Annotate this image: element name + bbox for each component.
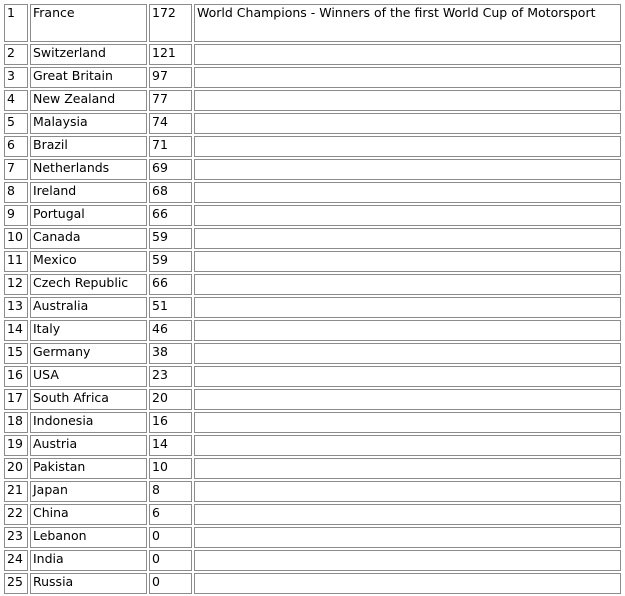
points-cell: 6 [149, 504, 192, 525]
position-cell: 10 [4, 228, 28, 249]
table-row [4, 136, 621, 157]
note-cell [194, 205, 621, 226]
country-cell: Austria [30, 435, 147, 456]
country-cell: Germany [30, 343, 147, 364]
position-cell: 16 [4, 366, 28, 387]
country-cell: Lebanon [30, 527, 147, 548]
country-cell: China [30, 504, 147, 525]
table-row [4, 412, 621, 433]
country-cell: Australia [30, 297, 147, 318]
country-cell: Portugal [30, 205, 147, 226]
table-row [4, 251, 621, 272]
table-row [4, 435, 621, 456]
points-cell: 71 [149, 136, 192, 157]
points-cell: 23 [149, 366, 192, 387]
country-cell: Netherlands [30, 159, 147, 180]
note-cell [194, 412, 621, 433]
position-cell: 4 [4, 90, 28, 111]
note-cell [194, 527, 621, 548]
note-cell [194, 458, 621, 479]
note-cell [194, 435, 621, 456]
country-cell: Malaysia [30, 113, 147, 134]
country-cell: South Africa [30, 389, 147, 410]
table-row [4, 182, 621, 203]
country-cell: Great Britain [30, 67, 147, 88]
position-cell: 12 [4, 274, 28, 295]
table-row [4, 366, 621, 387]
position-cell: 14 [4, 320, 28, 341]
points-cell: 66 [149, 274, 192, 295]
points-cell: 77 [149, 90, 192, 111]
points-cell: 0 [149, 527, 192, 548]
position-cell: 1 [4, 4, 28, 42]
table-row [4, 274, 621, 295]
note-cell [194, 389, 621, 410]
results-table-body [4, 4, 621, 594]
note-cell [194, 504, 621, 525]
position-cell: 13 [4, 297, 28, 318]
country-cell: Italy [30, 320, 147, 341]
points-cell: 8 [149, 481, 192, 502]
position-cell: 23 [4, 527, 28, 548]
points-cell: 59 [149, 228, 192, 249]
points-cell: 59 [149, 251, 192, 272]
points-cell: 46 [149, 320, 192, 341]
table-row [4, 573, 621, 594]
table-row [4, 504, 621, 525]
position-cell: 8 [4, 182, 28, 203]
table-row [4, 527, 621, 548]
points-cell: 121 [149, 44, 192, 65]
points-cell: 97 [149, 67, 192, 88]
note-cell [194, 67, 621, 88]
note-cell [194, 90, 621, 111]
country-cell: Japan [30, 481, 147, 502]
note-cell [194, 251, 621, 272]
table-row [4, 4, 621, 42]
points-cell: 0 [149, 573, 192, 594]
note-cell [194, 481, 621, 502]
note-cell [194, 274, 621, 295]
points-cell: 38 [149, 343, 192, 364]
note-cell [194, 113, 621, 134]
country-cell: India [30, 550, 147, 571]
table-row [4, 67, 621, 88]
table-row [4, 113, 621, 134]
country-cell: Czech Republic [30, 274, 147, 295]
country-cell: Canada [30, 228, 147, 249]
country-cell: Mexico [30, 251, 147, 272]
table-row [4, 44, 621, 65]
points-cell: 10 [149, 458, 192, 479]
note-cell [194, 320, 621, 341]
note-cell [194, 159, 621, 180]
points-cell: 74 [149, 113, 192, 134]
table-row [4, 205, 621, 226]
country-cell: Switzerland [30, 44, 147, 65]
table-row [4, 297, 621, 318]
position-cell: 22 [4, 504, 28, 525]
note-cell [194, 550, 621, 571]
note-cell [194, 297, 621, 318]
position-cell: 25 [4, 573, 28, 594]
points-cell: 66 [149, 205, 192, 226]
position-cell: 6 [4, 136, 28, 157]
position-cell: 24 [4, 550, 28, 571]
position-cell: 5 [4, 113, 28, 134]
points-cell: 20 [149, 389, 192, 410]
points-cell: 14 [149, 435, 192, 456]
points-cell: 16 [149, 412, 192, 433]
country-cell: France [30, 4, 147, 42]
table-row [4, 389, 621, 410]
note-cell [194, 44, 621, 65]
note-cell [194, 343, 621, 364]
position-cell: 2 [4, 44, 28, 65]
country-cell: New Zealand [30, 90, 147, 111]
note-cell [194, 182, 621, 203]
table-row [4, 550, 621, 571]
points-cell: 172 [149, 4, 192, 42]
table-row [4, 481, 621, 502]
position-cell: 7 [4, 159, 28, 180]
position-cell: 20 [4, 458, 28, 479]
points-cell: 69 [149, 159, 192, 180]
results-table [2, 2, 623, 596]
position-cell: 3 [4, 67, 28, 88]
position-cell: 15 [4, 343, 28, 364]
country-cell: Ireland [30, 182, 147, 203]
position-cell: 11 [4, 251, 28, 272]
note-cell: World Champions - Winners of the first World Cup of Motorsport [194, 4, 621, 42]
country-cell: Russia [30, 573, 147, 594]
country-cell: Indonesia [30, 412, 147, 433]
note-cell [194, 136, 621, 157]
position-cell: 17 [4, 389, 28, 410]
note-cell [194, 366, 621, 387]
position-cell: 9 [4, 205, 28, 226]
position-cell: 18 [4, 412, 28, 433]
points-cell: 68 [149, 182, 192, 203]
points-cell: 51 [149, 297, 192, 318]
country-cell: USA [30, 366, 147, 387]
country-cell: Pakistan [30, 458, 147, 479]
position-cell: 19 [4, 435, 28, 456]
table-row [4, 228, 621, 249]
table-row [4, 159, 621, 180]
country-cell: Brazil [30, 136, 147, 157]
table-row [4, 458, 621, 479]
note-cell [194, 228, 621, 249]
note-cell [194, 573, 621, 594]
position-cell: 21 [4, 481, 28, 502]
table-row [4, 343, 621, 364]
table-row [4, 320, 621, 341]
table-row [4, 90, 621, 111]
points-cell: 0 [149, 550, 192, 571]
